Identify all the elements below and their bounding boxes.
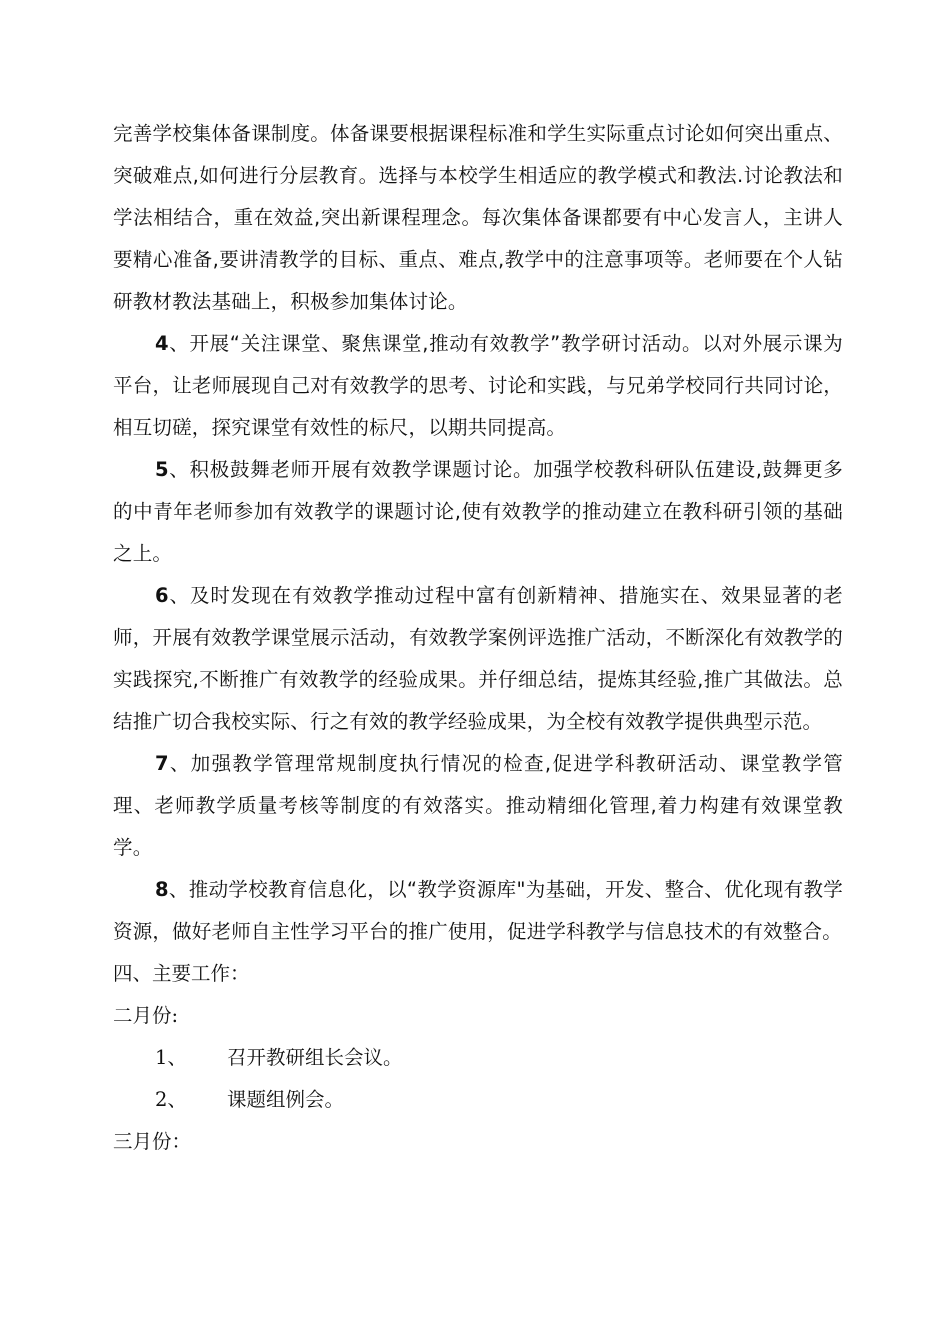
item-text: 、加强教学管理常规制度执行情况的检查,促进学科教研活动、课堂教学管理、老师教学质量考核等制度的有效落实。推动精细化管理,着力构建有效课堂教学。 — [113, 752, 843, 859]
task-text: 召开教研组长会议。 — [227, 1046, 403, 1069]
item-paragraph — [113, 869, 843, 953]
month-label: 三月份： — [113, 1130, 192, 1153]
item-number: 6 — [155, 584, 169, 607]
item-text: 、积极鼓舞老师开展有效教学课题讨论。加强学校教科研队伍建设,鼓舞更多的中青年老师参加有效教学的课题讨论,使有效教学的推动建立在教科研引领的基础之上。 — [113, 458, 843, 565]
task-item — [113, 1079, 843, 1121]
task-number: 1、 — [155, 1046, 187, 1069]
document-content — [113, 113, 843, 1163]
item-paragraph — [113, 323, 843, 449]
month-label: 二月份: — [113, 1004, 179, 1027]
item-paragraph — [113, 575, 843, 743]
item-text: 、开展“关注课堂、聚焦课堂,推动有效教学”教学研讨活动。以对外展示课为平台，让老师展现自己对有效教学的思考、讨论和实践，与兄弟学校同行共同讨论，相互切磋，探究课堂有效性的标尺，以期共同提高。 — [113, 332, 843, 439]
item-text: 、及时发现在有效教学推动过程中富有创新精神、措施实在、效果显著的老师，开展有效教学课堂展示活动，有效教学案例评选推广活动，不断深化有效教学的实践探究,不断推广有效教学的经验成果。并仔细总结，提炼其经验,推广其做法。总结推广切合我校实际、行之有效的教学经验成果，为全校有效教学提供典型示范。 — [113, 584, 843, 733]
item-paragraph — [113, 449, 843, 575]
task-number: 2、 — [155, 1088, 187, 1111]
item-number: 8 — [155, 878, 169, 901]
item-paragraph — [113, 743, 843, 869]
item-number: 5 — [155, 458, 169, 481]
intro-paragraph: 完善学校集体备课制度。体备课要根据课程标准和学生实际重点讨论如何突出重点、突破难点,如何进行分层教育。选择与本校学生相适应的教学模式和教法.讨论教法和学法相结合，重在效益,突出新课程理念。每次集体备课都要有中心发言人，主讲人要精心准备,要讲清教学的目标、重点、难点,教学中的注意事项等。老师要在个人钻研教材教法基础上，积极参加集体讨论。 — [113, 122, 843, 313]
item-number: 4 — [155, 332, 169, 355]
item-number: 7 — [155, 752, 169, 775]
section-heading: 四、主要工作： — [113, 962, 250, 985]
task-text: 课题组例会。 — [227, 1088, 345, 1111]
item-text: 、推动学校教育信息化，以“教学资源库"为基础，开发、整合、优化现有教学资源，做好老师自主性学习平台的推广使用，促进学科教学与信息技术的有效整合。 — [113, 878, 843, 943]
task-item — [113, 1037, 843, 1079]
